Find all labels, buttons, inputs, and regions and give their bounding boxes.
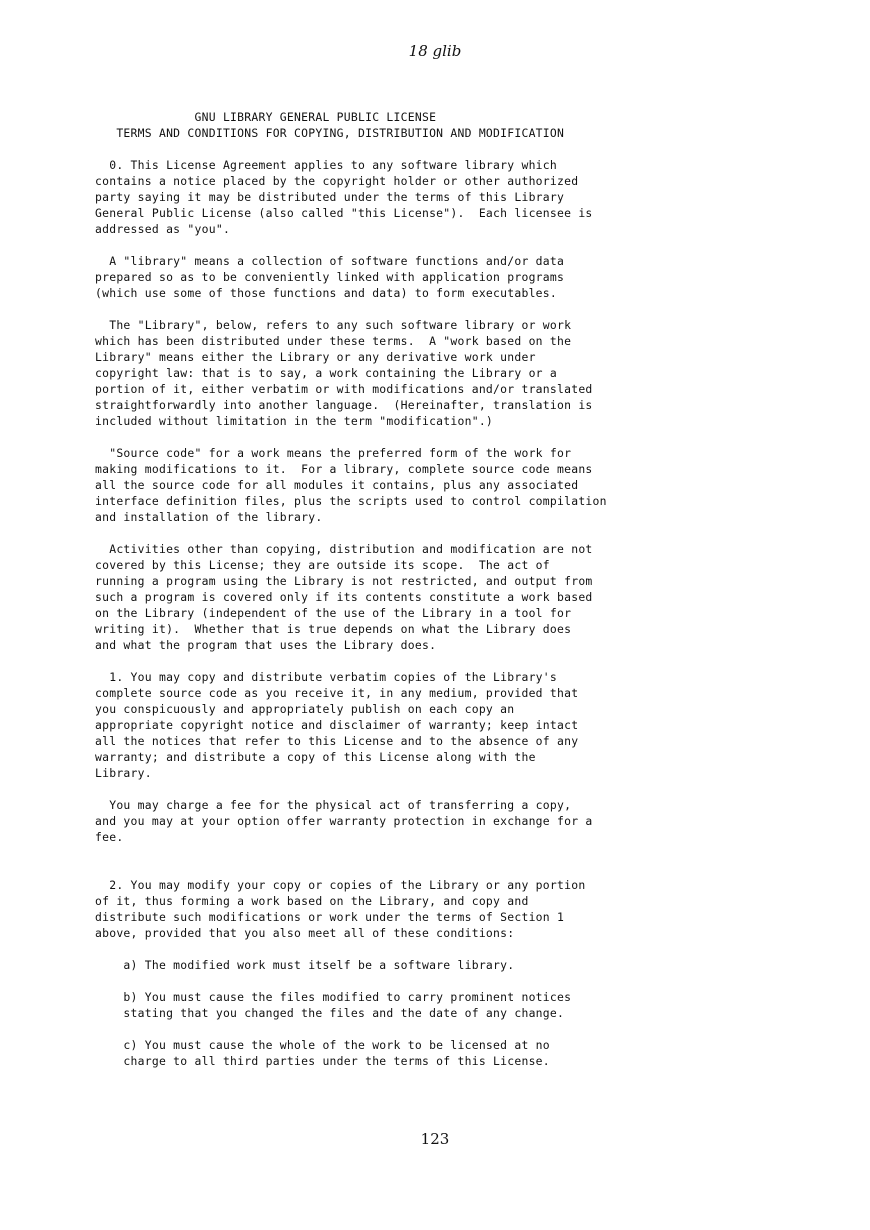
paragraph-library-definition: A "library" means a collection of software functions and/or data prepared so as to be conveniently linked with application programs (which use some of those functions and data) to form executables. <box>95 254 565 300</box>
condition-b: b) You must cause the files modified to carry prominent notices stating that you changed the files and the date of any change. <box>123 990 572 1020</box>
condition-c: c) You must cause the whole of the work to be licensed at no charge to all third parties under the terms of this License. <box>123 1038 550 1068</box>
license-text <box>95 109 815 1069</box>
condition-a: a) The modified work must itself be a software library. <box>95 958 515 972</box>
paragraph-section-2-intro: 2. You may modify your copy or copies of the Library or any portion of it, thus forming a work based on the Library, and copy and distribute such modifications or work under the terms of Section 1 above, provided that you also meet all of these conditions: <box>95 878 586 940</box>
paragraph-0-definitions: 0. This License Agreement applies to any software library which contains a notice placed by the copyright holder or other authorized party saying it may be distributed under the terms of this Library General Public License (also called "this License"). Each licensee is addressed as "you". <box>95 158 593 236</box>
paragraph-work-based-on-library: The "Library", below, refers to any such software library or work which has been distributed under these terms. A "work based on the Library" means either the Library or any derivative work under copyright law: that is to say, a work containing the Library or a portion of it, either verbatim or with modifications and/or translated straightforwardly into another language. (Hereinafter, translation is included without limitation in the term "modification".) <box>95 318 593 428</box>
page-number: 123 <box>420 1130 450 1148</box>
running-header: 18 glib <box>408 42 462 60</box>
license-subtitle: TERMS AND CONDITIONS FOR COPYING, DISTRIBUTION AND MODIFICATION <box>95 126 565 140</box>
paragraph-activities: Activities other than copying, distribution and modification are not covered by this License; they are outside its scope. The act of running a program using the Library is not restricted, and output from such a program is covered only if its contents constitute a work based on the Library (independent of the use of the Library in a tool for writing it). Whether that is true depends on what the Library does and what the program that uses the Library does. <box>95 542 593 652</box>
paragraph-source-code: "Source code" for a work means the preferred form of the work for making modifications to it. For a library, complete source code means all the source code for all modules it contains, plus any associated interface definition files, plus the scripts used to control compilation and installation of the library. <box>95 446 607 524</box>
paragraph-fee: You may charge a fee for the physical act of transferring a copy, and you may at your option offer warranty protection in exchange for a fee. <box>95 798 593 844</box>
license-title: GNU LIBRARY GENERAL PUBLIC LICENSE <box>95 110 437 124</box>
paragraph-section-1: 1. You may copy and distribute verbatim copies of the Library's complete source code as you receive it, in any medium, provided that you conspicuously and appropriately publish on each copy an appropriate copyright notice and disclaimer of warranty; keep intact all the notices that refer to this License and to the absence of any warranty; and distribute a copy of this License along with the Library. <box>95 670 579 780</box>
